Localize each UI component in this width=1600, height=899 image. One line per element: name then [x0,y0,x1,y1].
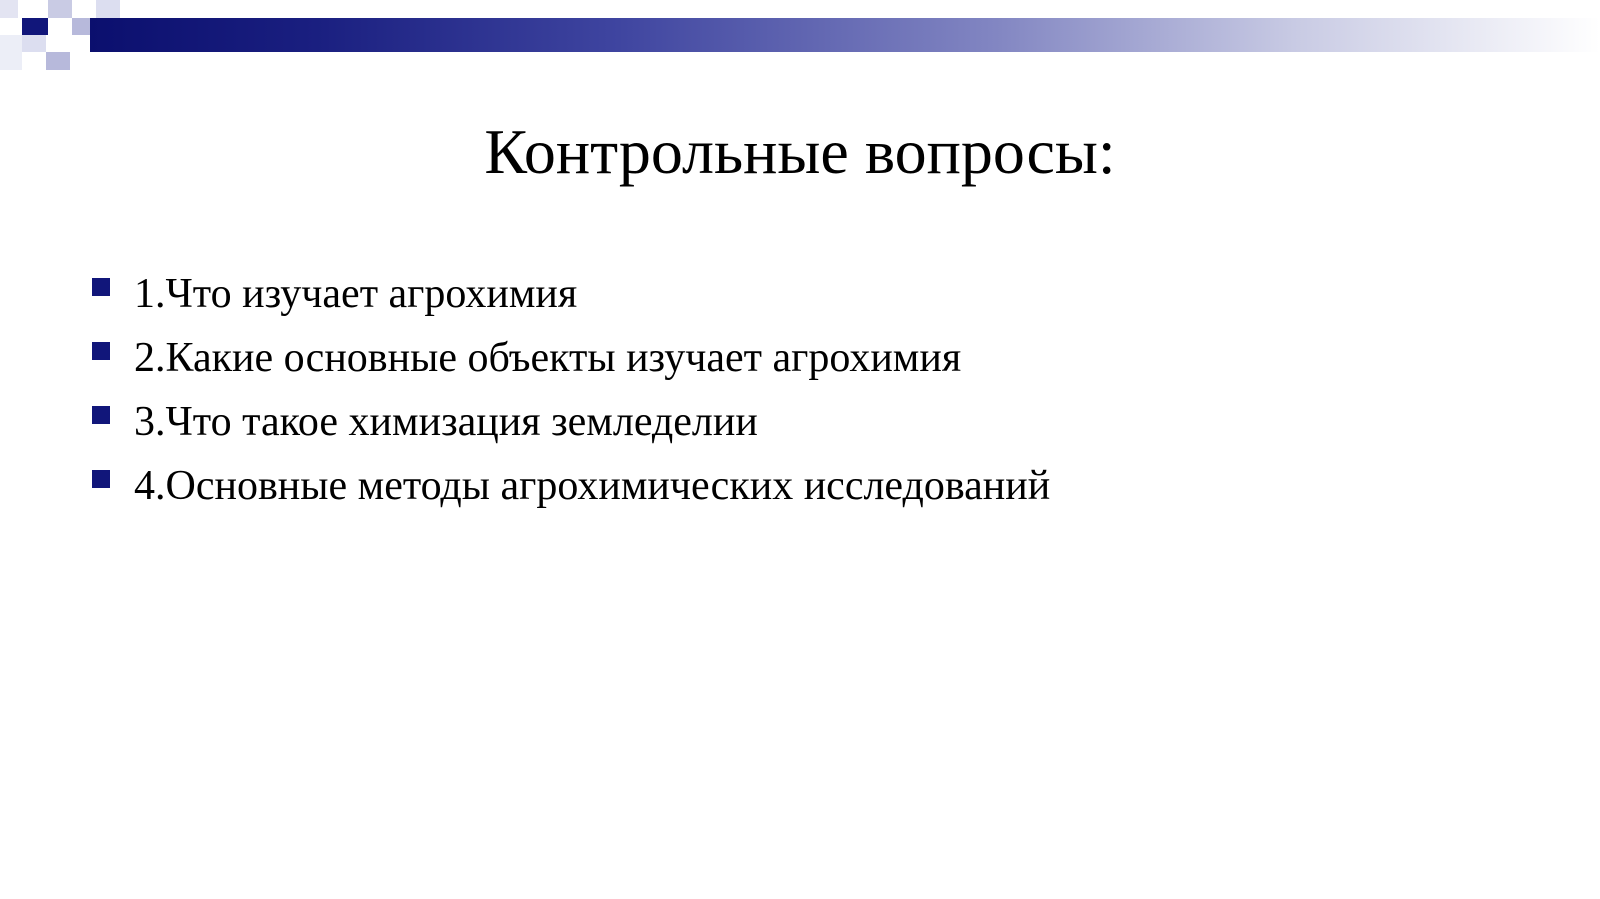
square-bullet-icon [92,278,110,296]
header-decoration [0,0,1600,72]
list-item [92,262,1050,326]
question-text: 4.Основные методы агрохимических исследований [134,463,1051,509]
list-item [92,390,1050,454]
decor-square [46,52,70,70]
decor-square [0,0,18,18]
header-gradient-bar [90,18,1600,52]
decor-square [22,18,48,35]
square-bullet-icon [92,342,110,360]
question-text: 3.Что такое химизация земледелии [134,399,758,445]
decor-square [22,35,46,52]
list-item [92,454,1050,518]
decor-square [96,0,120,18]
list-item [92,326,1050,390]
square-bullet-icon [92,406,110,424]
slide-title: Контрольные вопросы: [484,116,1116,187]
question-text: 1.Что изучает агрохимия [134,271,578,317]
question-text: 2.Какие основные объекты изучает агрохимия [134,335,962,381]
question-list [92,262,1050,518]
decor-square [0,35,22,70]
square-bullet-icon [92,470,110,488]
decor-square [48,0,72,18]
